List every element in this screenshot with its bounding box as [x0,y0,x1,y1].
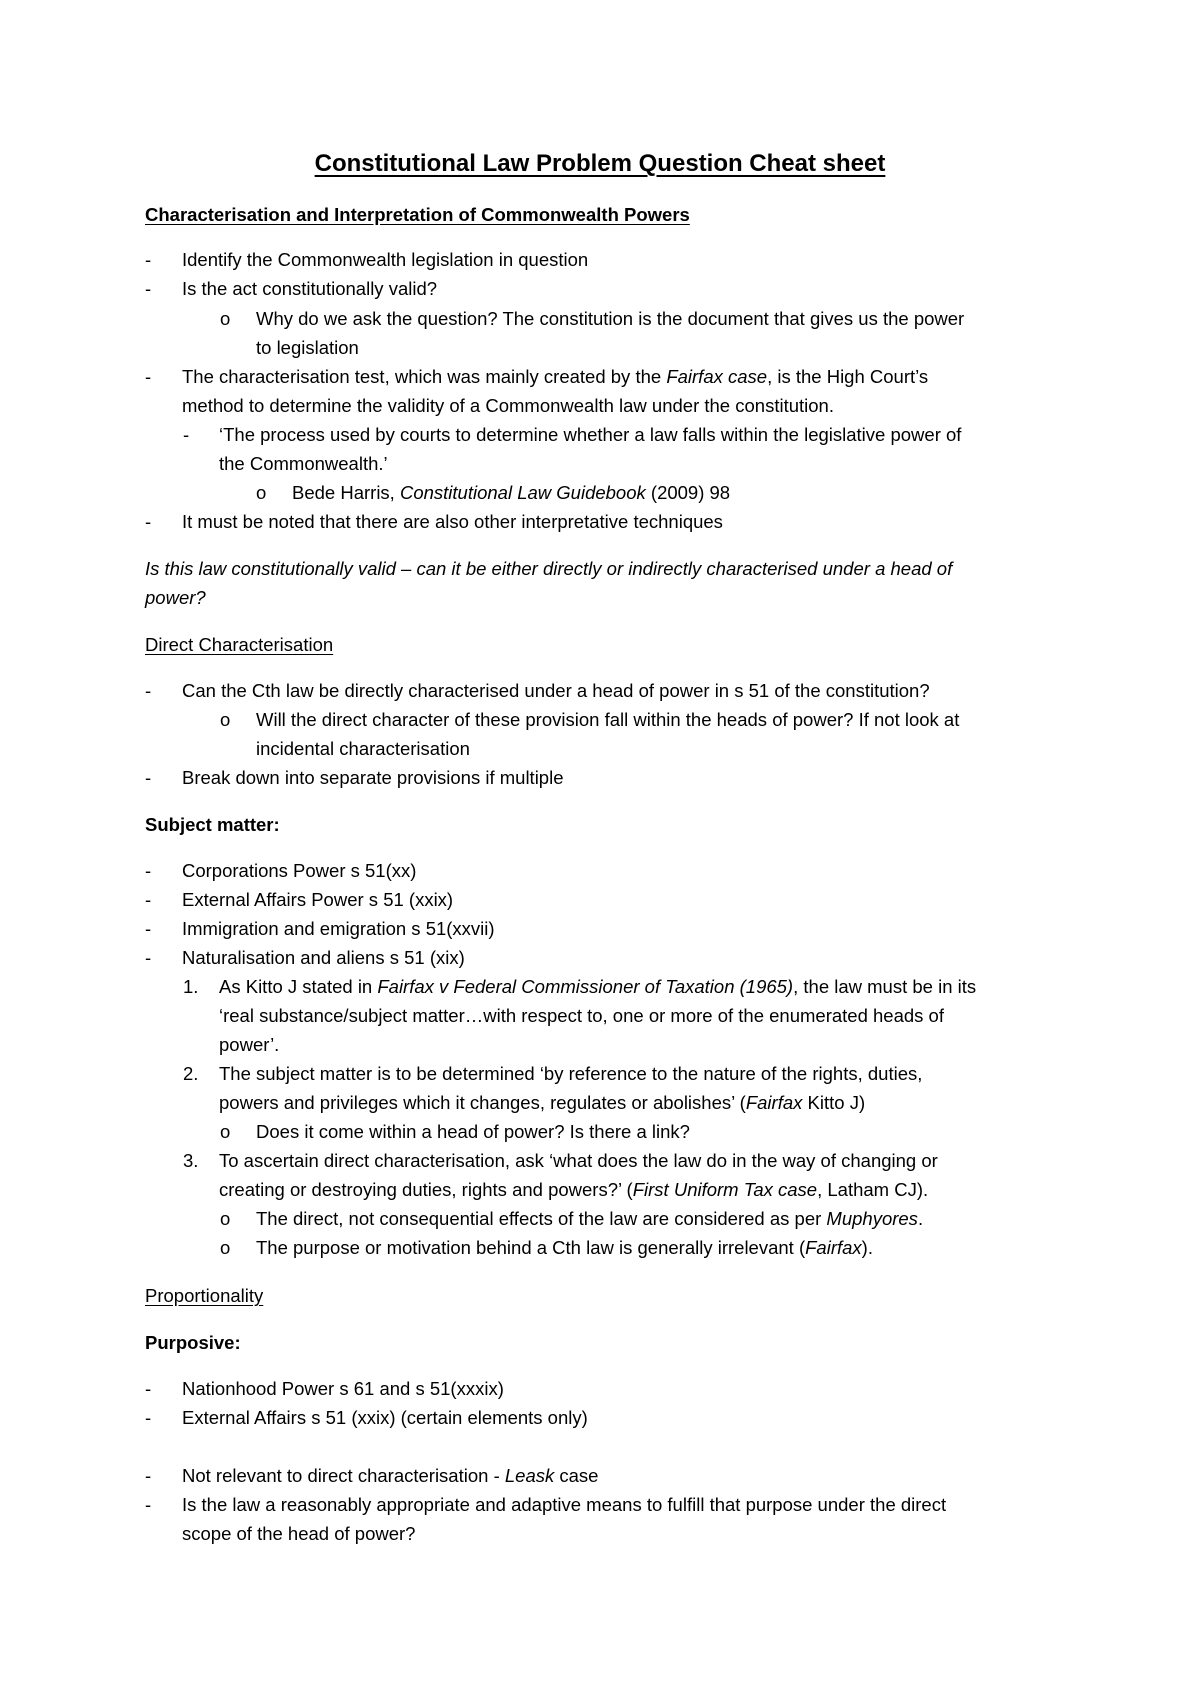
numbered-item-text-cont: power’. [219,1034,280,1055]
power-item: External Affairs Power s 51 (xxix) [182,889,454,910]
dash-bullet: - [145,1494,152,1515]
quote-text-cont: the Commonwealth.’ [219,453,388,474]
numbered-item-text-cont [219,1181,928,1200]
bullet-text-cont: method to determine the validity of a Commonwealth law under the constitution. [182,395,834,416]
sub-bullet-text [256,1239,873,1258]
dash-bullet: - [145,278,152,299]
text-run: , the law must be in its [793,976,977,997]
bullet-text: Is the law a reasonably appropriate and adaptive means to fulfill that purpose under the direct [182,1494,947,1515]
bullet-text-cont: scope of the head of power? [182,1523,416,1544]
dash-bullet: - [145,767,152,788]
case-name: Fairfax [745,1092,803,1113]
case-name: Muphyores [826,1208,918,1229]
dash-bullet: - [145,918,152,939]
text-run: The purpose or motivation behind a Cth law is generally irrelevant ( [256,1237,806,1258]
quote-text: ‘The process used by courts to determine whether a law falls within the legislative power of [219,424,962,445]
sub-bullet-text: Why do we ask the question? The constitution is the document that gives us the power [256,308,965,329]
case-name: Fairfax case [666,366,768,387]
question-text: Is this law constitutionally valid – can it be either directly or indirectly characterised under a head of [145,558,953,579]
bullet-text [182,1467,598,1486]
text-run: The direct, not consequential effects of the law are considered as per [256,1208,827,1229]
purposive-heading: Purposive: [145,1332,241,1353]
sub-bullet-text: Will the direct character of these provision fall within the heads of power? If not look at [256,709,960,730]
circle-bullet: o [220,709,231,730]
section-heading-direct: Direct Characterisation [145,634,334,655]
text-run: Not relevant to direct characterisation - [182,1465,505,1486]
text-run: . [917,1208,924,1229]
subject-matter-heading: Subject matter: [145,814,280,835]
dash-bullet: - [145,889,152,910]
sub-bullet-text: Does it come within a head of power? Is there a link? [256,1121,690,1142]
list-number: 2. [183,1063,199,1084]
text-run: As Kitto J stated in [219,976,378,997]
text-run: powers and privileges which it changes, regulates or abolishes’ ( [219,1092,746,1113]
power-item: Corporations Power s 51(xx) [182,860,417,881]
numbered-item-text [219,978,976,997]
text-run: creating or destroying duties, rights and powers?’ ( [219,1179,633,1200]
dash-bullet: - [145,511,152,532]
page-title: Constitutional Law Problem Question Cheat sheet [314,150,886,177]
sub-bullet-text-cont: to legislation [256,337,359,358]
case-name: Leask [504,1465,555,1486]
numbered-item-text-cont: ‘real substance/subject matter…with respect to, one or more of the enumerated heads of [219,1005,944,1026]
dash-bullet: - [145,1378,152,1399]
dash-bullet: - [145,366,152,387]
book-title: Constitutional Law Guidebook [399,482,646,503]
bullet-text [182,368,928,387]
text-run: , Latham CJ). [817,1179,929,1200]
bullet-text: Break down into separate provisions if multiple [182,767,564,788]
list-number: 3. [183,1150,199,1171]
circle-bullet: o [220,1121,231,1142]
sub-bullet-text [256,1210,923,1229]
text-run: , is the High Court’s [767,366,929,387]
bullet-text: Can the Cth law be directly characterised under a head of power in s 51 of the constitution? [182,680,930,701]
power-item: External Affairs s 51 (xxix) (certain elements only) [182,1407,588,1428]
power-item: Naturalisation and aliens s 51 (xix) [182,947,465,968]
numbered-item-text: To ascertain direct characterisation, ask ‘what does the law do in the way of changing or [219,1150,938,1171]
bullet-text: Is the act constitutionally valid? [182,278,438,299]
case-name: Fairfax [805,1237,862,1258]
power-item: Nationhood Power s 61 and s 51(xxxix) [182,1378,504,1399]
case-name: Fairfax v Federal Commissioner of Taxation (1965) [377,976,794,997]
case-name: First Uniform Tax case [632,1179,818,1200]
text-run: case [554,1465,599,1486]
numbered-item-text: The subject matter is to be determined ‘by reference to the nature of the rights, duties, [219,1063,923,1084]
circle-bullet: o [220,1208,231,1229]
text-run: Bede Harris, [292,482,400,503]
circle-bullet: o [256,482,267,503]
sub-bullet-text-cont: incidental characterisation [256,738,470,759]
circle-bullet: o [220,308,231,329]
text-run: Kitto J) [802,1092,866,1113]
text-run: ). [861,1237,873,1258]
section-heading-proportionality: Proportionality [145,1285,264,1306]
text-run: (2009) 98 [645,482,731,503]
list-number: 1. [183,976,199,997]
bullet-text: Identify the Commonwealth legislation in question [182,249,589,270]
dash-bullet: - [145,947,152,968]
circle-bullet: o [220,1237,231,1258]
power-item: Immigration and emigration s 51(xxvii) [182,918,495,939]
question-text-cont: power? [145,587,206,608]
numbered-item-text-cont [219,1094,865,1113]
dash-bullet: - [145,860,152,881]
dash-bullet: - [183,424,190,445]
bullet-text: It must be noted that there are also other interpretative techniques [182,511,723,532]
text-run: The characterisation test, which was mainly created by the [182,366,667,387]
citation [292,484,730,503]
section-heading-characterisation: Characterisation and Interpretation of Commonwealth Powers [145,204,690,225]
dash-bullet: - [145,1407,152,1428]
dash-bullet: - [145,1465,152,1486]
dash-bullet: - [145,680,152,701]
dash-bullet: - [145,249,152,270]
